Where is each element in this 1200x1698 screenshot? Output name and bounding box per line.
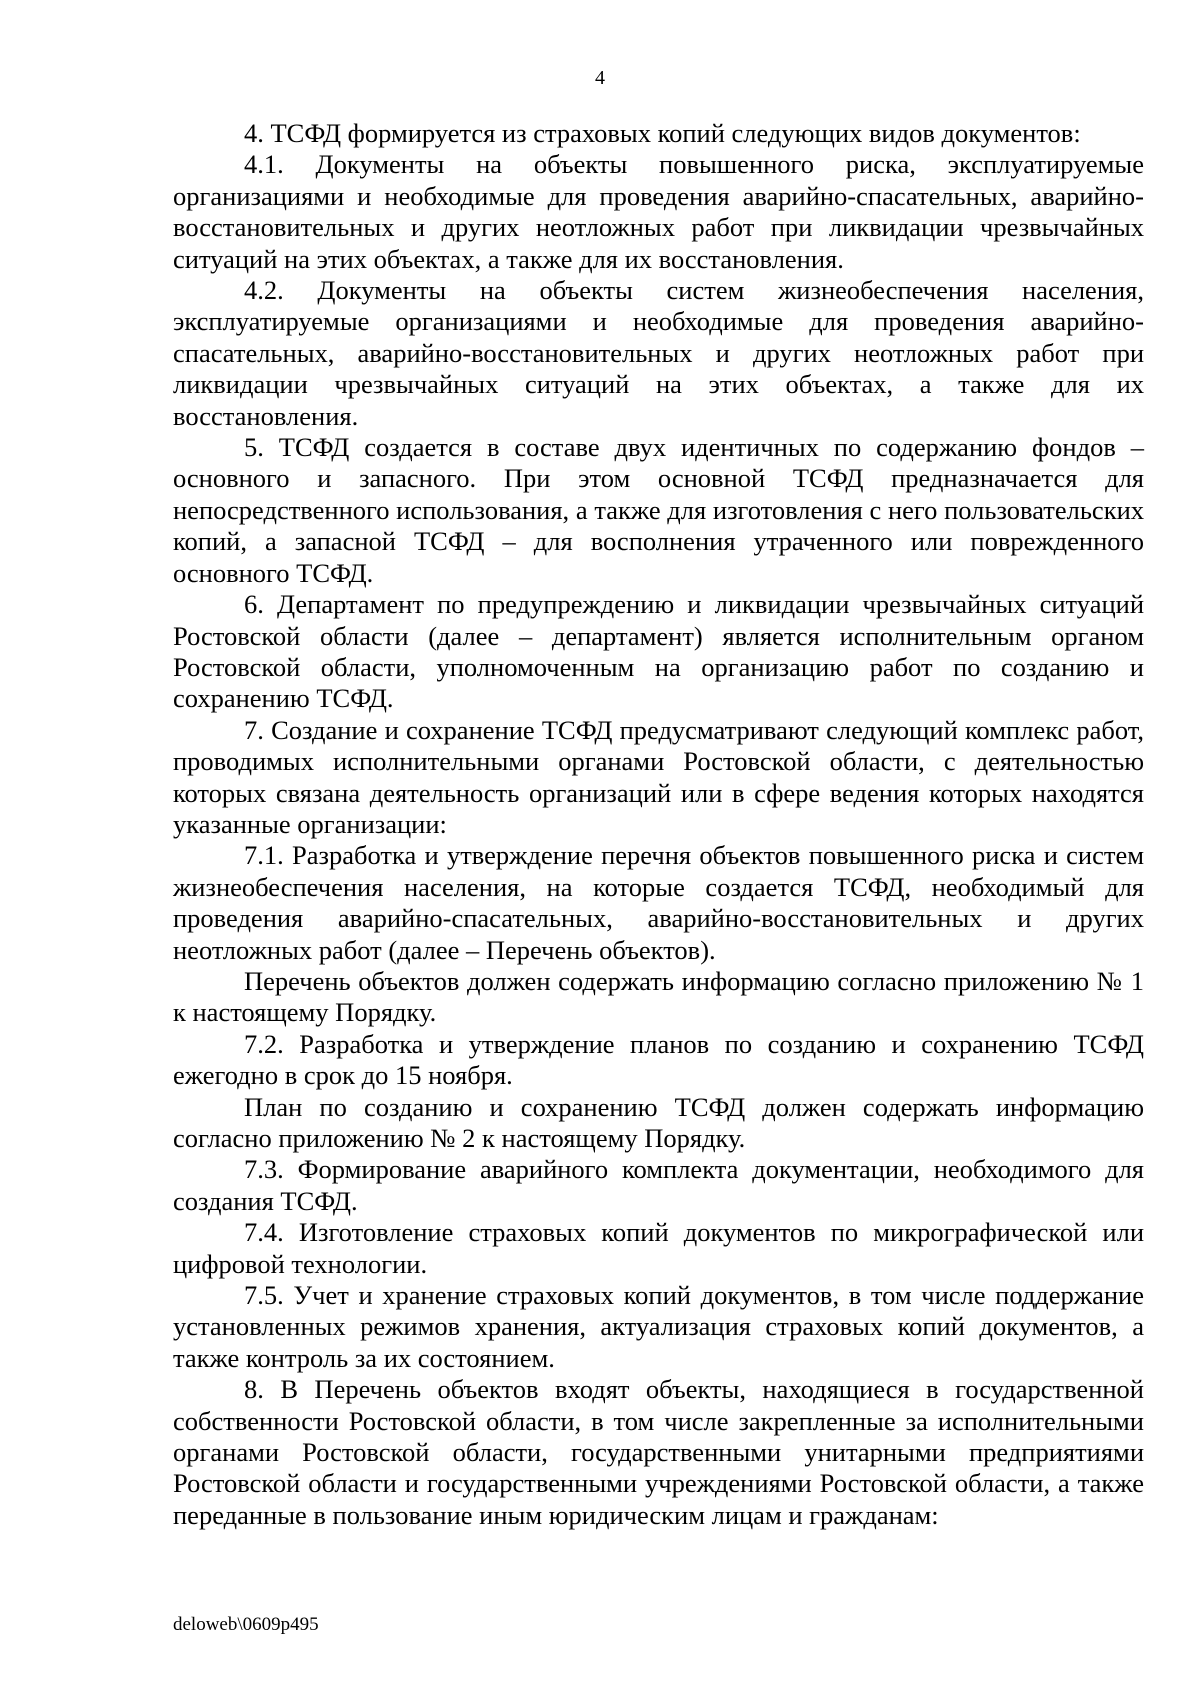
paragraph-6: 6. Департамент по предупреждению и ликвидации чрезвычайных ситуаций Ростовской области (далее – департамент) является исполнительным органом Ростовской области, уполномоченным на организацию работ по созданию и сохранению ТСФД.	[173, 589, 1144, 714]
paragraph-7: 7. Создание и сохранение ТСФД предусматривают следующий комплекс работ, проводимых исполнительными органами Ростовской области, с деятельностью которых связана деятельность организаций или в сфере ведения которых находятся указанные организации:	[173, 714, 1144, 839]
paragraph-7-1: 7.1. Разработка и утверждение перечня объектов повышенного риска и систем жизнеобеспечения населения, на которые создается ТСФД, необходимый для проведения аварийно-спасательных, аварийно-восстановительных и других неотложных работ (далее – Перечень объектов).	[173, 840, 1144, 965]
document-footer-code: deloweb\0609p495	[173, 1614, 319, 1635]
paragraph-7-2-plan: План по созданию и сохранению ТСФД должен содержать информацию согласно приложению № 2 к настоящему Порядку.	[173, 1091, 1144, 1153]
paragraph-7-3: 7.3. Формирование аварийного комплекта документации, необходимого для создания ТСФД.	[173, 1154, 1144, 1216]
paragraph-4: 4. ТСФД формируется из страховых копий следующих видов документов:	[244, 118, 1081, 148]
paragraph-8: 8. В Перечень объектов входят объекты, находящиеся в государственной собственности Ростовской области, в том числе закрепленные за исполнительными органами Ростовской области, государственными унитарными предприятиями Ростовской области и государственными учреждениями Ростовской области, а также переданные в пользование иным юридическим лицам и гражданам:	[173, 1374, 1144, 1530]
paragraph-5: 5. ТСФД создается в составе двух идентичных по содержанию фондов – основного и запасного. При этом основной ТСФД предназначается для непосредственного использования, а также для изготовления с него пользовательских копий, а запасной ТСФД – для восполнения утраченного или поврежденного основного ТСФД.	[173, 432, 1144, 588]
page-number: 4	[595, 67, 605, 89]
paragraph-7-1-list: Перечень объектов должен содержать информацию согласно приложению № 1 к настоящему Порядку.	[173, 965, 1144, 1028]
paragraph-7-5: 7.5. Учет и хранение страховых копий документов, в том числе поддержание установленных режимов хранения, актуализация страховых копий документов, а также контроль за их состоянием.	[173, 1280, 1144, 1373]
document-body	[173, 118, 1144, 1531]
paragraph-4-1: 4.1. Документы на объекты повышенного риска, эксплуатируемые организациями и необходимые для проведения аварийно-спасательных, аварийно-восстановительных и других неотложных работ при ликвидации чрезвычайных ситуаций на этих объектах, а также для их восстановления.	[173, 149, 1144, 274]
paragraph-7-4: 7.4. Изготовление страховых копий документов по микрографической или цифровой технологии.	[173, 1217, 1144, 1279]
paragraph-4-2: 4.2. Документы на объекты систем жизнеобеспечения населения, эксплуатируемые организациями и необходимые для проведения аварийно-спасательных, аварийно-восстановительных и других неотложных работ при ликвидации чрезвычайных ситуаций на этих объектах, а также для их восстановления.	[173, 275, 1144, 431]
paragraph-7-2: 7.2. Разработка и утверждение планов по созданию и сохранению ТСФД ежегодно в срок до 15 ноября.	[173, 1028, 1144, 1091]
